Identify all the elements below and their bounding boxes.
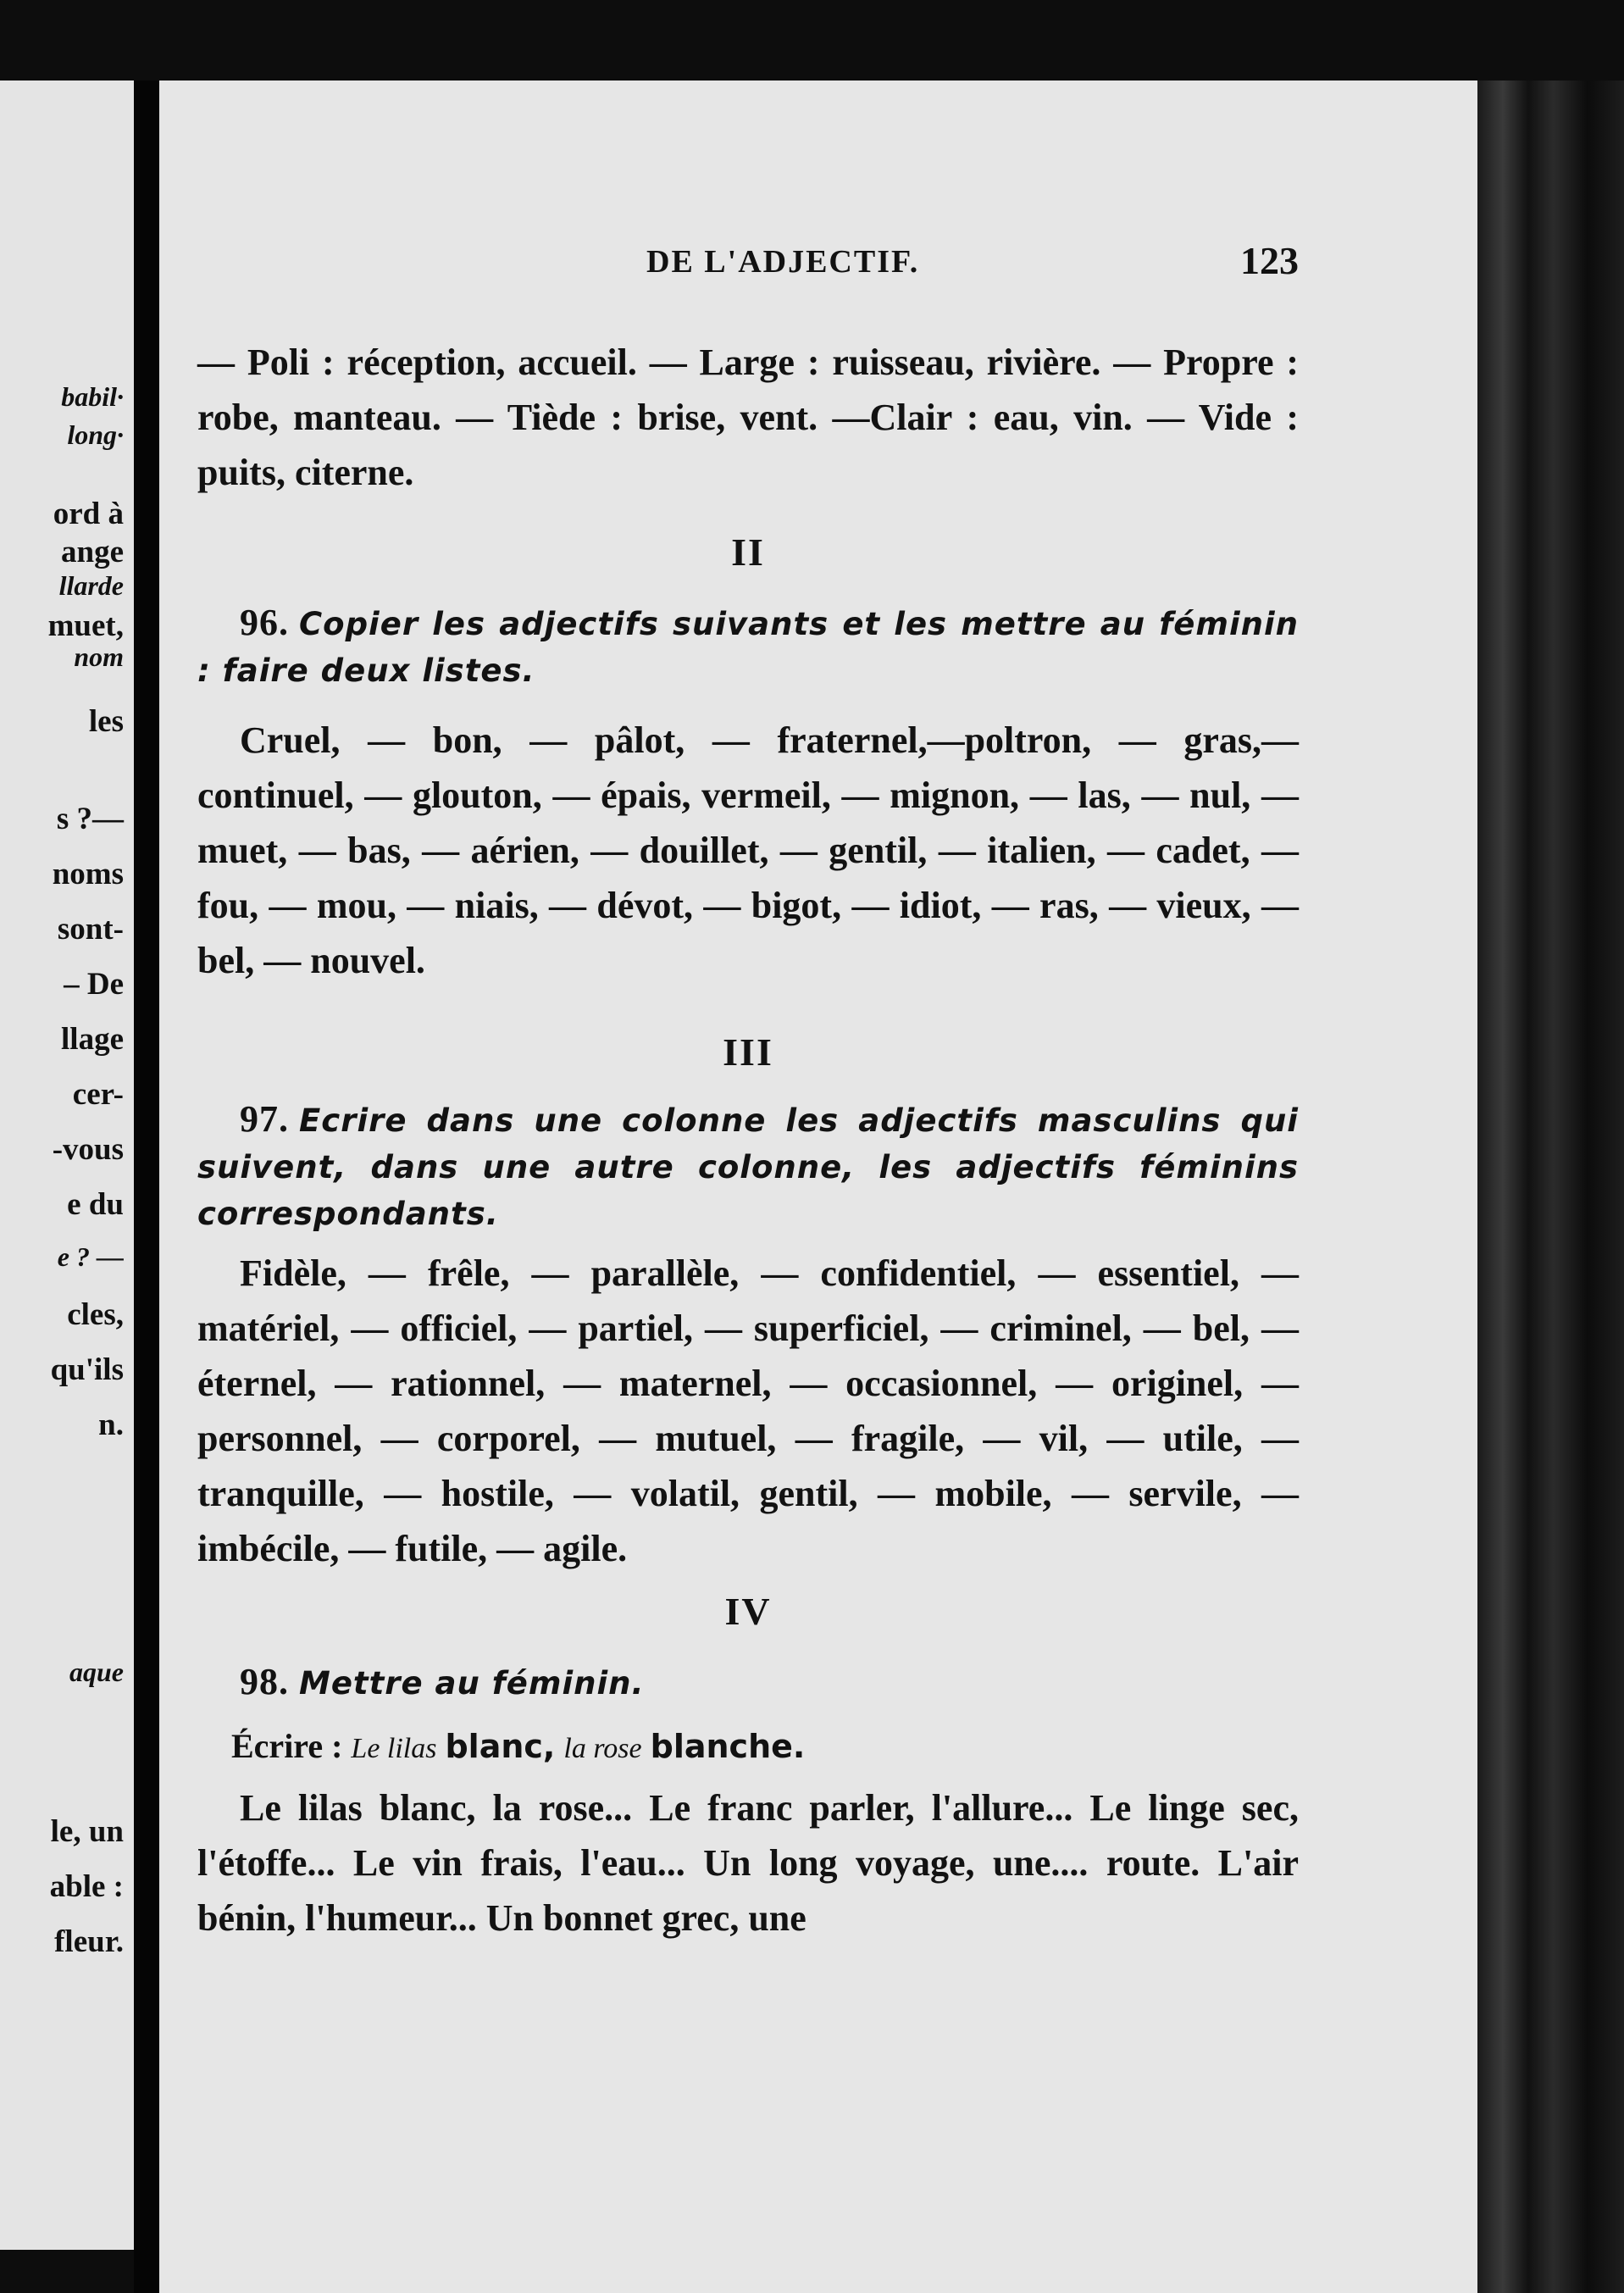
left-fragment: babil· — [61, 381, 124, 412]
instruction-text: Copier les adjectifs suivants et les mettre au féminin : faire deux listes. — [197, 606, 1299, 689]
left-fragment: -vous — [52, 1132, 124, 1167]
example-fem-noun: la rose — [563, 1733, 642, 1764]
left-fragment: cer- — [72, 1077, 124, 1112]
left-fragment: long· — [67, 419, 124, 450]
left-fragment: cles, — [67, 1297, 124, 1332]
left-page-fragment — [0, 81, 134, 2250]
left-fragment: les — [88, 704, 124, 739]
section-heading-ii — [197, 530, 1299, 575]
exercise-number: 97. — [240, 1098, 289, 1140]
exercise-98 — [197, 1658, 1299, 1946]
left-fragment: llage — [61, 1022, 124, 1057]
section-heading-iii — [197, 1030, 1299, 1074]
exercise-97 — [197, 1096, 1299, 1576]
left-fragment: nom — [74, 641, 124, 672]
left-fragment: ord à — [53, 497, 124, 531]
exercise-instruction — [197, 1096, 1299, 1237]
example-label: Écrire : — [231, 1727, 343, 1765]
left-fragment: le, un — [50, 1814, 124, 1849]
left-fragment: noms — [52, 857, 124, 891]
exercise-text: Fidèle, — frêle, — parallèle, — confidentiel, — essentiel, — matériel, — officiel, — partiel, — superficiel, — criminel, — bel, — éternel, — rationnel, — maternel, — occasionnel, — originel, — personnel, — corporel, — mutuel, — fragile, — vil, — utile, — tranquille, — hostile, — volatil, gentil, — mobile, — servile, — imbécile, — futile, — agile. — [197, 1252, 1299, 1569]
exercise-text: Cruel, — bon, — pâlot, — fraternel,—poltron, — gras,— continuel, — glouton, — épais, vermeil, — mignon, — las, — nul, — muet, — bas, — aérien, — douillet, — gentil, — italien, — cadet, — fou, — mou, — niais, — dévot, — bigot, — idiot, — ras, — vieux, — bel, — nouvel. — [197, 719, 1299, 981]
book-gutter — [134, 81, 159, 2293]
left-fragment: ange — [61, 535, 124, 569]
left-fragment: s ?— — [56, 802, 124, 836]
left-fragment: sont- — [57, 912, 124, 947]
running-head — [197, 239, 1299, 294]
exercise-96 — [197, 599, 1299, 988]
left-fragment: llarde — [58, 570, 124, 601]
section-numeral: III — [723, 1030, 773, 1074]
exercise-number: 96. — [240, 602, 289, 643]
example-line — [231, 1722, 1299, 1774]
left-fragment: e du — [67, 1187, 124, 1222]
instruction-text: Mettre au féminin. — [299, 1665, 645, 1702]
left-fragment: qu'ils — [50, 1352, 124, 1387]
example-masc-adj: blanc, — [445, 1728, 556, 1765]
page-stack-edge — [1477, 81, 1624, 2293]
left-fragment: fleur. — [54, 1924, 124, 1959]
section-numeral: II — [731, 530, 765, 574]
example-masc-noun: Le lilas — [351, 1733, 437, 1764]
exercise-text: Le lilas blanc, la rose... Le franc parler, l'allure... Le linge sec, l'étoffe... Le vin frais, l'eau... Un long voyage, une.... route. L'air bénin, l'humeur... Un bonnet grec, une — [197, 1787, 1299, 1939]
exercise-instruction — [197, 1658, 1299, 1707]
section-heading-iv — [197, 1589, 1299, 1634]
exercise-number: 98. — [240, 1661, 289, 1702]
book-page — [159, 81, 1477, 2293]
left-fragment: n. — [98, 1407, 124, 1442]
example-fem-adj: blanche. — [650, 1728, 806, 1765]
left-fragment: – De — [64, 967, 124, 1002]
section-numeral: IV — [724, 1590, 772, 1633]
left-fragment: muet, — [47, 608, 124, 643]
exercise-instruction — [197, 599, 1299, 694]
page-number: 123 — [1240, 239, 1299, 282]
left-fragment: able : — [49, 1869, 124, 1904]
left-fragment: e ? — — [57, 1241, 124, 1272]
instruction-text: Ecrire dans une colonne les adjectifs masculins qui suivent, dans une autre colonne, les adjectifs féminins correspondants. — [197, 1102, 1299, 1232]
left-fragment: aque — [69, 1657, 124, 1687]
intro-text: — Poli : réception, accueil. — Large : ruisseau, rivière. — Propre : robe, manteau. — Tiède : brise, vent. —Clair : eau, vin. — Vide : puits, citerne. — [197, 341, 1299, 493]
intro-paragraph — [197, 335, 1299, 500]
running-title: DE L'ADJECTIF. — [646, 244, 920, 280]
